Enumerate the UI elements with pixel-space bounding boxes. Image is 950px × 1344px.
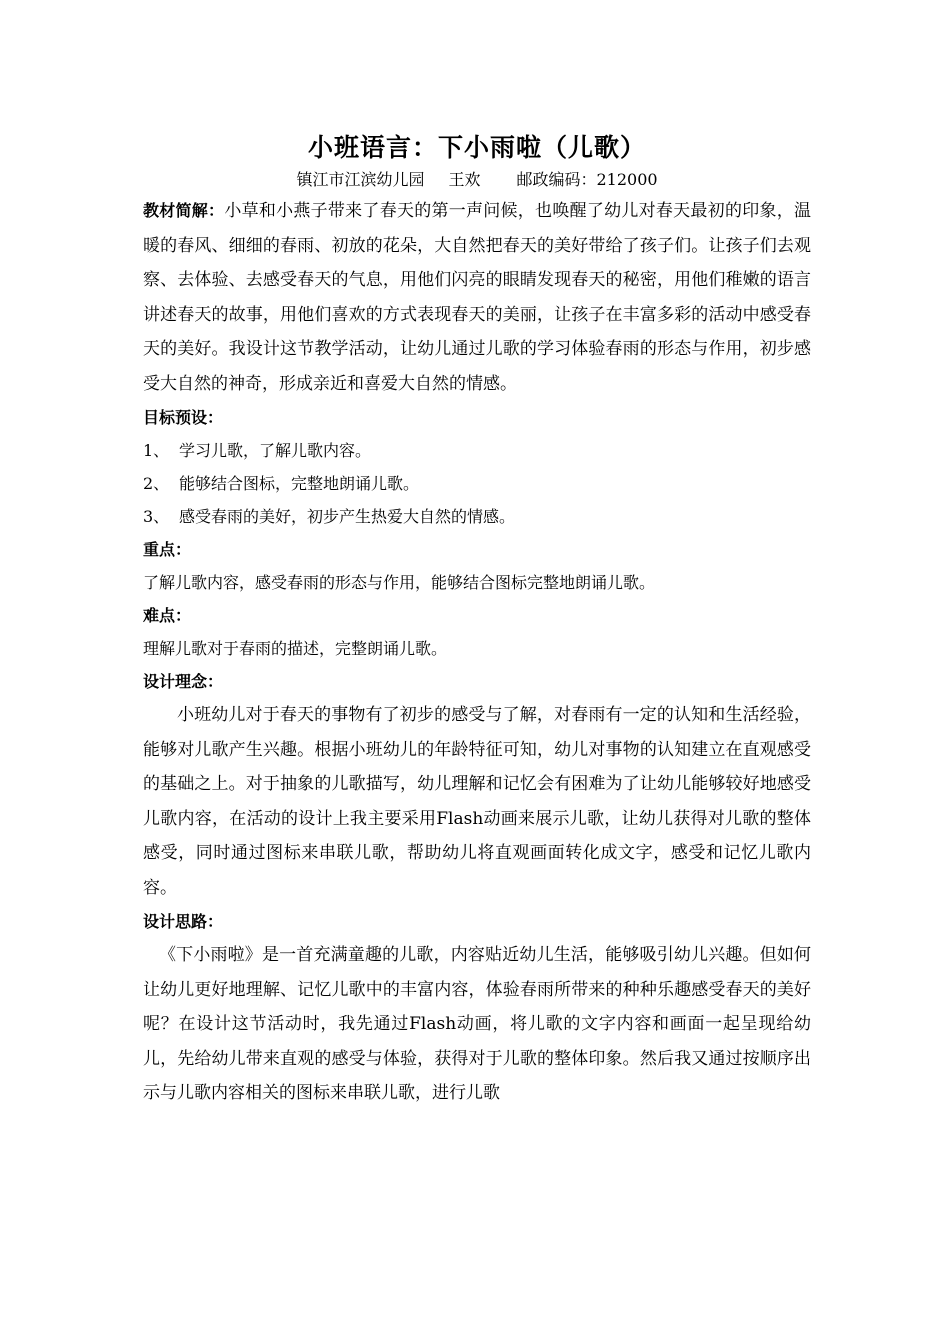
key-points-text: 了解儿歌内容，感受春雨的形态与作用，能够结合图标完整地朗诵儿歌。 [143, 573, 656, 592]
goal-item [143, 500, 811, 533]
thinking-text: 《下小雨啦》是一首充满童趣的儿歌，内容贴近幼儿生活，能够吸引幼儿兴趣。但如何让幼儿更好地理解、记忆儿歌中的丰富内容，体验春雨所带来的种种乐趣感受春天的美好呢？在设计这节活动时，我先通过Flash动画，将儿歌的文字内容和画面一起呈现给幼儿，先给幼儿带来直观的感受与体验，获得对于儿歌的整体印象。然后我又通过按顺序出示与儿歌内容相关的图标来串联儿歌，进行儿歌 [143, 945, 811, 1103]
goal-text: 感受春雨的美好，初步产生热爱大自然的情感。 [179, 507, 516, 526]
material-section [143, 194, 811, 401]
postcode: 邮政编码：212000 [516, 170, 658, 189]
material-heading: 教材简解： [143, 201, 225, 220]
document-page [143, 130, 811, 1111]
document-title: 小班语言：下小雨啦（儿歌） [307, 133, 646, 162]
difficulties-text: 理解儿歌对于春雨的描述，完整朗诵儿歌。 [143, 639, 448, 658]
goal-item [143, 434, 811, 467]
difficulties-heading: 难点： [143, 606, 192, 625]
goal-number: 1、 [143, 441, 170, 460]
material-text: 小草和小燕子带来了春天的第一声问候，也唤醒了幼儿对春天最初的印象，温暖的春风、细细的春雨、初放的花朵，大自然把春天的美好带给了孩子们。让孩子们去观察、去体验、去感受春天的气息，用他们闪亮的眼睛发现春天的秘密，用他们稚嫩的语言讲述春天的故事，用他们喜欢的方式表现春天的美丽，让孩子在丰富多彩的活动中感受春天的美好。我设计这节教学活动，让幼儿通过儿歌的学习体验春雨的形态与作用，初步感受大自然的神奇，形成亲近和喜爱大自然的情感。 [143, 201, 811, 394]
key-points-heading: 重点： [143, 540, 192, 559]
thinking-heading: 设计思路： [143, 912, 224, 931]
school-name: 镇江市江滨幼儿园 [296, 170, 425, 189]
goal-item [143, 467, 811, 500]
goal-number: 2、 [143, 474, 170, 493]
goals-heading: 目标预设： [143, 408, 224, 427]
goal-number: 3、 [143, 507, 170, 526]
author-name: 王欢 [448, 170, 481, 189]
author-line [143, 166, 811, 194]
concept-text: 小班幼儿对于春天的事物有了初步的感受与了解，对春雨有一定的认知和生活经验，能够对儿歌产生兴趣。根据小班幼儿的年龄特征可知，幼儿对事物的认知建立在直观感受的基础之上。对于抽象的儿歌描写，幼儿理解和记忆会有困难为了让幼儿能够较好地感受儿歌内容，在活动的设计上我主要采用Flash动画来展示儿歌，让幼儿获得对儿歌的整体感受，同时通过图标来串联儿歌，帮助幼儿将直观画面转化成文字，感受和记忆儿歌内容。 [143, 705, 811, 898]
goal-text: 学习儿歌，了解儿歌内容。 [179, 441, 372, 460]
concept-heading: 设计理念： [143, 672, 224, 691]
goal-text: 能够结合图标，完整地朗诵儿歌。 [179, 474, 420, 493]
